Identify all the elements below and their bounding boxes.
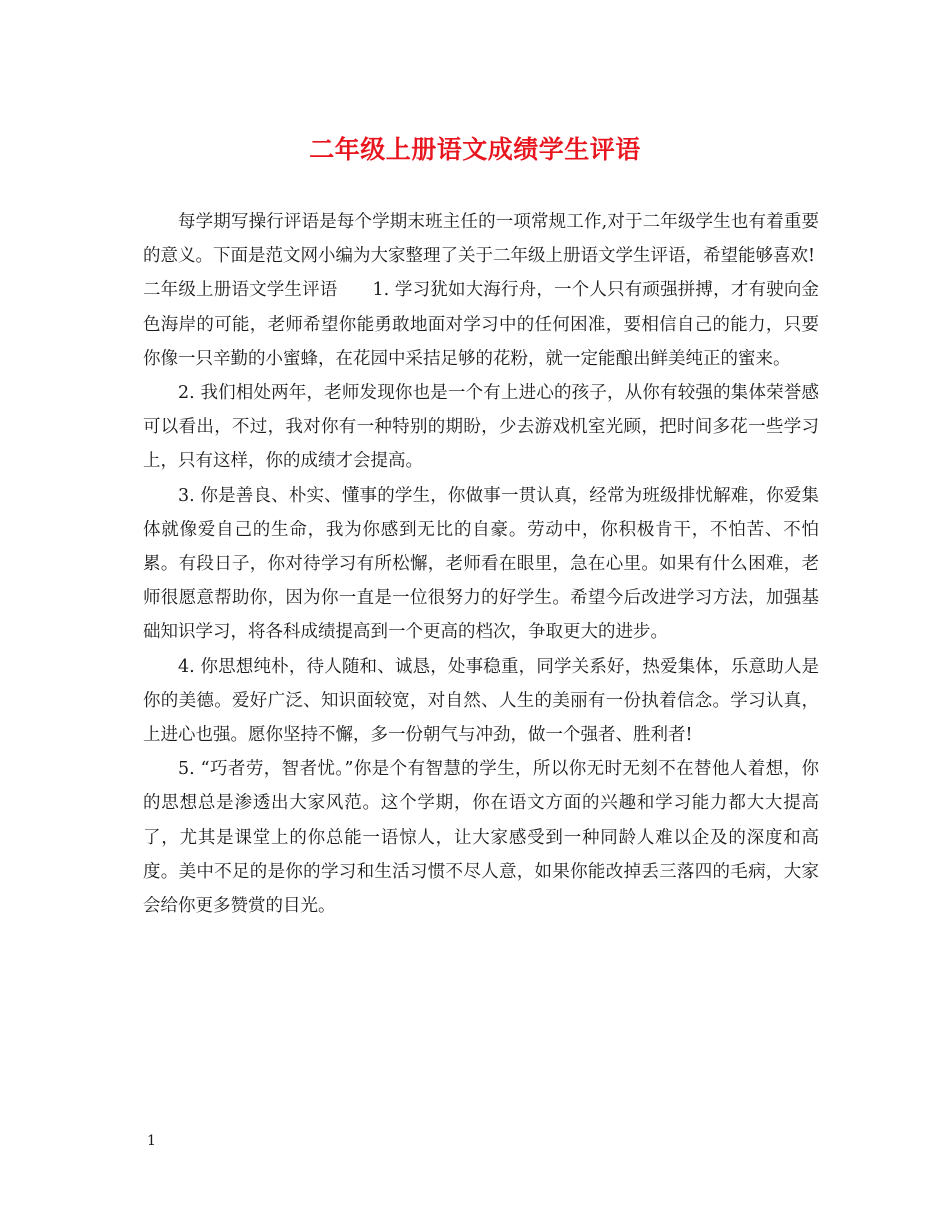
comment-paragraph-2: 2. 我们相处两年，老师发现你也是一个有上进心的孩子，从你有较强的集体荣誉感可以看出，不过，我对你有一种特别的期盼，少去游戏机室光顾，把时间多花一些学习上，只有这样，你的成绩才会提高。 (143, 383, 819, 472)
page-number: 1 (147, 1133, 156, 1149)
document-title: 二年级上册语文成绩学生评语 (309, 135, 641, 164)
comment-paragraph-4: 4. 你思想纯朴，待人随和、诚恳，处事稳重，同学关系好，热爱集体，乐意助人是你的美德。爱好广泛、知识面较宽，对自然、人生的美丽有一份执着信念。学习认真，上进心也强。愿你坚持不懈，多一份朝气与冲劲，做一个强者、胜利者! (143, 656, 819, 746)
section-spacer (337, 280, 372, 300)
comment-paragraph-3: 3. 你是善良、朴实、懂事的学生，你做事一贯认真，经常为班级排忧解难，你爱集体就像爱自己的生命，我为你感到无比的自豪。劳动中，你积极肯干，不怕苦、不怕累。有段日子，你对待学习有所松懈，老师看在眼里，急在心里。如果有什么困难，老师很愿意帮助你，因为你一直是一位很努力的好学生。希望今后改进学习方法，加强基础知识学习，将各科成绩提高到一个更高的档次，争取更大的进步。 (143, 485, 819, 643)
comment-1-text: 1. 学习犹如大海行舟，一个人只有顽强拼搏，才有驶向金色海岸的可能，老师希望你能勇敢地面对学习中的任何困准，要相信自己的能力，只要你像一只辛勤的小蜜蜂，在花园中采拮足够的花粉，就一定能酿出鲜美纯正的蜜来。 (143, 280, 820, 369)
section-heading: 二年级上册语文学生评语 (143, 280, 338, 301)
comment-paragraph-5: 5. “巧者劳，智者忧。”你是个有智慧的学生，所以你无时无刻不在替他人着想，你的思想总是渗透出大家风范。这个学期，你在语文方面的兴趣和学习能力都大大提高了，尤其是课堂上的你总能一语惊人，让大家感受到一种同龄人难以企及的深度和高度。美中不足的是你的学习和生活习惯不尽人意，如果你能改掉丢三落四的毛病，大家会给你更多赞赏的目光。 (143, 759, 819, 917)
comment-paragraph-1 (143, 273, 819, 376)
intro-paragraph: 每学期写操行评语是每个学期末班主任的一项常规工作,对于二年级学生也有着重要的意义。下面是范文网小编为大家整理了关于二年级上册语文学生评语，希望能够喜欢! (143, 212, 819, 267)
document-body (143, 205, 819, 923)
